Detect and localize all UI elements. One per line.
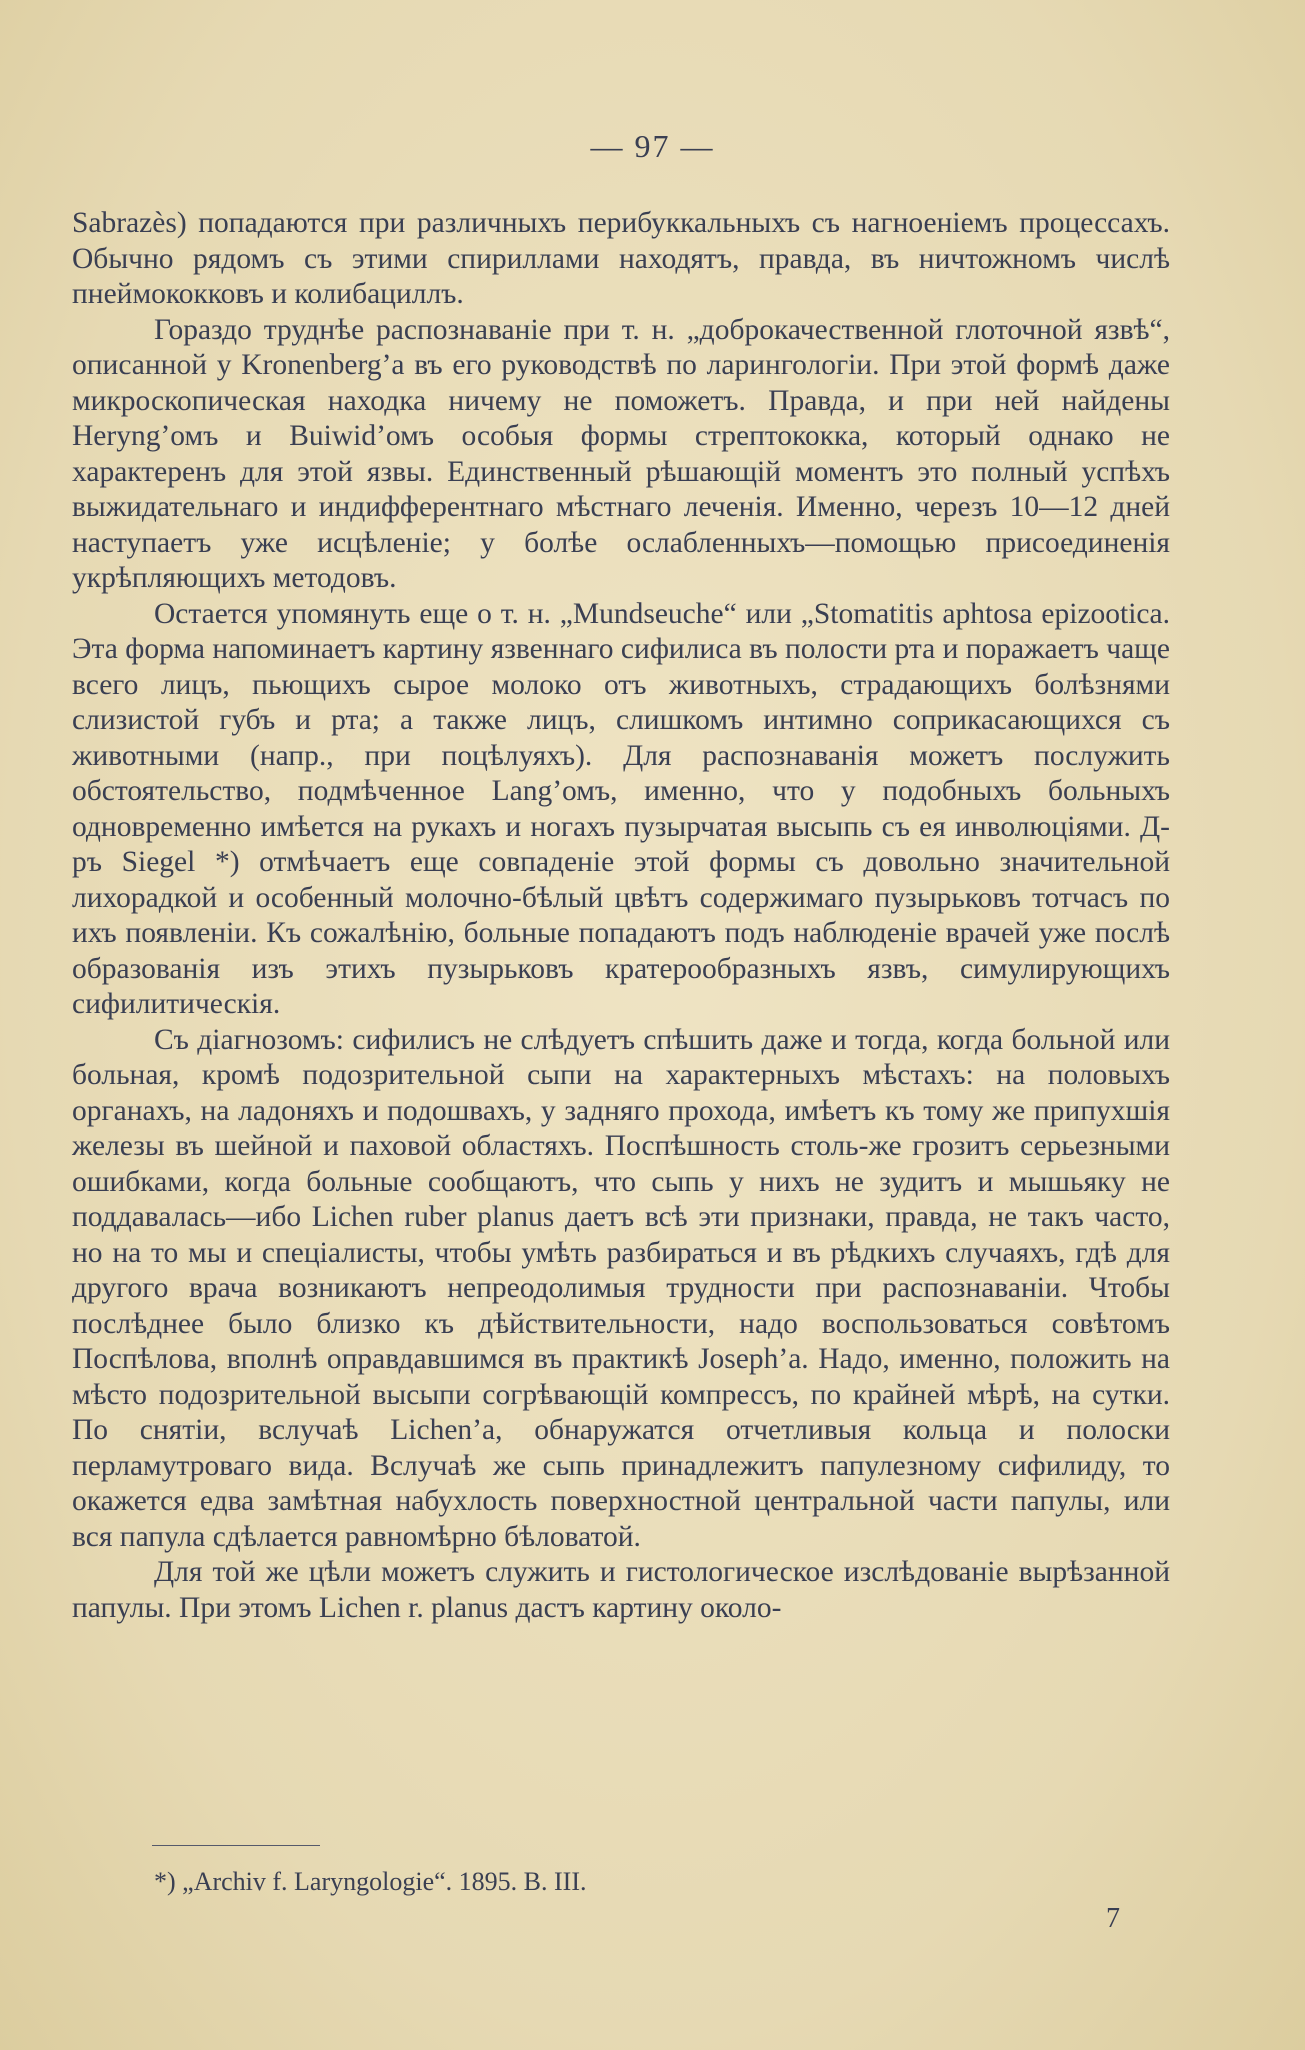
paragraph-continuation: Sabrazès) попадаются при различныхъ перибуккальныхъ съ нагноеніемъ процессахъ. Обычно рядомъ съ этими спириллами находятъ, правда, въ ничтожномъ числѣ пнеймококковъ и колибациллъ. bbox=[72, 207, 1170, 310]
paragraph-stomatitis-aphtosa: Остается упомянуть еще о т. н. „Mundseuche“ или „Stomatitis aphtosa epizootica. Эта форма напоминаетъ картину язвеннаго сифилиса въ полости рта и поражаетъ чаще всего лицъ, пьющихъ сырое молоко отъ животныхъ, страдающихъ болѣзнями слизистой губъ и рта; а также лицъ, слишкомъ интимно соприкасающихся съ животными (напр., при поцѣлуяхъ). Для распознаванія можетъ послужить обстоятельство, подмѣченное Lang’омъ, именно, что у подобныхъ больныхъ одновременно имѣется на рукахъ и ногахъ пузырчатая высыпь съ ея инволюціями. Д-ръ Siegel *) отмѣчаетъ еще совпаденіе этой формы съ довольно значительной лихорадкой и особенный молочно-бѣлый цвѣтъ содержимаго пузырьковъ тотчасъ по ихъ появленіи. Къ сожалѣнію, больные попадаютъ подъ наблюденіе врачей уже послѣ образованія изъ этихъ пузырьковъ кратерообразныхъ язвъ, симулирующихъ сифилитическія. bbox=[72, 597, 1170, 1020]
page-number: — 97 — bbox=[590, 128, 715, 164]
paragraph-histology: Для той же цѣли можетъ служить и гистологическое изслѣдованіе вырѣзанной папулы. При этомъ Lichen r. planus дастъ картину около- bbox=[72, 1556, 1170, 1624]
paragraph-syphilis-diagnosis: Съ діагнозомъ: сифилисъ не слѣдуетъ спѣшить даже и тогда, когда больной или больная, кромѣ подозрительной сыпи на характерныхъ мѣстахъ: на половыхъ органахъ, на ладоняхъ и подошвахъ, у задняго прохода, имѣетъ къ тому же припухшія железы въ шейной и паховой областяхъ. Поспѣшность столь-же грозитъ серьезными ошибками, когда больные сообщаютъ, что сыпь у нихъ не зудитъ и мышьяку не поддавалась—ибо Lichen ruber planus даетъ всѣ эти признаки, правда, не такъ часто, но на то мы и спеціалисты, чтобы умѣть разбираться и въ рѣдкихъ случаяхъ, гдѣ для другого врача возникаютъ непреодолимыя трудности при распознаваніи. Чтобы послѣднее было близко къ дѣйствительности, надо воспользоваться совѣтомъ Поспѣлова, вполнѣ оправдавшимся въ практикѣ Joseph’а. Надо, именно, положить на мѣсто подозрительной высыпи согрѣвающій компрессъ, по крайней мѣрѣ, на сутки. По снятіи, вслучаѣ Lichen’а, обнаружатся отчетливыя кольца и полоски перламутроваго вида. Вслучаѣ же сыпь принадлежитъ папулезному сифилиду, то окажется едва замѣтная набухлость поверхностной центральной части папулы, или вся папула сдѣлается равномѣрно бѣловатой. bbox=[72, 1023, 1170, 1553]
signature-mark: 7 bbox=[1106, 1903, 1120, 1934]
footnote-divider bbox=[152, 1845, 320, 1846]
paragraph-pharyngeal-ulcer: Гораздо труднѣе распознаваніе при т. н. „доброкачественной глоточной язвѣ“, описанной у Kronenberg’а въ его руководствѣ по ларингологіи. При этой формѣ даже микроскопическая находка ничему не поможетъ. Правда, и при ней найдены Heryng’омъ и Buiwid’омъ особыя формы стрептококка, который однако не характеренъ для этой язвы. Единственный рѣшающій моментъ это полный успѣхъ выжидательнаго и индифферентнаго мѣстнаго леченія. Именно, черезъ 10—12 дней наступаетъ уже исцѣленіе; у болѣе ослабленныхъ—помощью присоединенія укрѣпляющихъ методовъ. bbox=[72, 313, 1170, 594]
body-text bbox=[72, 206, 1170, 1626]
footnote: *) „Archiv f. Laryngologie“. 1895. B. III. bbox=[154, 1867, 587, 1896]
